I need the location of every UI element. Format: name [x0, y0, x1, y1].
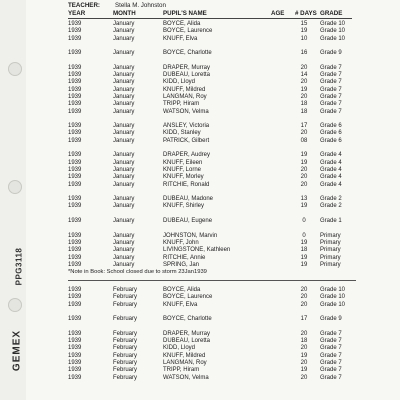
- year-cell: 1939: [68, 152, 82, 159]
- pupil-name-cell: ANSLEY, Victoria: [163, 123, 210, 130]
- table-row: [68, 247, 368, 254]
- year-cell: 1939: [68, 367, 82, 374]
- days-cell: 20: [300, 166, 308, 173]
- note-line: [68, 269, 368, 278]
- year-cell: 1939: [68, 79, 82, 86]
- grade-cell: Grade 4: [320, 152, 342, 159]
- pupil-name-cell: DUBEAU, Eugene: [163, 218, 213, 225]
- table-row: [68, 302, 368, 309]
- year-cell: 1939: [68, 316, 82, 323]
- year-cell: 1939: [68, 196, 82, 203]
- days-cell: 19: [300, 152, 308, 159]
- year-cell: 1939: [68, 232, 82, 239]
- year-cell: 1939: [68, 352, 82, 359]
- year-cell: 1939: [68, 330, 82, 337]
- month-cell: January: [113, 174, 135, 181]
- table-row: [68, 94, 368, 101]
- pupil-name-cell: KNUFF, John: [163, 239, 199, 246]
- year-cell: 1939: [68, 287, 82, 294]
- month-cell: February: [113, 330, 138, 337]
- pupil-name-cell: TRIPP, Hiram: [163, 101, 200, 108]
- grade-cell: Grade 10: [320, 35, 346, 42]
- group-gap: [68, 57, 368, 64]
- year-cell: 1939: [68, 374, 82, 381]
- days-cell: 20: [300, 345, 308, 352]
- table-row: [68, 109, 368, 116]
- month-cell: February: [113, 316, 138, 323]
- grade-cell: Primary: [320, 261, 341, 268]
- grade-cell: Grade 7: [320, 79, 342, 86]
- pupil-name-cell: BOYCE, Alida: [163, 21, 201, 27]
- year-cell: 1939: [68, 123, 82, 130]
- year-cell: 1939: [68, 301, 82, 308]
- teacher-name: Stella M. Johnston: [115, 2, 166, 9]
- header-grade: GRADE: [320, 10, 343, 17]
- days-cell: 20: [300, 360, 308, 367]
- table-row: [68, 65, 368, 72]
- table-row: [68, 360, 368, 367]
- days-cell: 19: [300, 367, 308, 374]
- pupil-name-cell: KNUFF, Morley: [163, 174, 204, 181]
- year-cell: 1939: [68, 181, 82, 188]
- month-cell: February: [113, 294, 138, 301]
- grade-cell: Grade 9: [320, 316, 342, 323]
- days-cell: 19: [300, 239, 308, 246]
- grade-cell: Grade 6: [320, 123, 342, 130]
- punch-hole: [8, 180, 22, 194]
- table-row: [68, 338, 368, 345]
- grade-cell: Grade 1: [320, 218, 342, 225]
- group-gap: [68, 225, 368, 232]
- pupil-name-cell: LIVINGSTONE, Kathleen: [163, 247, 231, 254]
- grade-cell: Grade 10: [320, 21, 346, 27]
- pupil-name-cell: KNUFF, Mildred: [163, 352, 206, 359]
- header-pupil: PUPIL'S NAME: [163, 10, 207, 17]
- pupil-name-cell: KNUFF, Mildred: [163, 86, 206, 93]
- pupil-name-cell: TRIPP, Hiram: [163, 367, 200, 374]
- table-row: [68, 203, 368, 210]
- month-cell: January: [113, 159, 135, 166]
- year-cell: 1939: [68, 86, 82, 93]
- grade-cell: Grade 7: [320, 101, 342, 108]
- year-cell: 1939: [68, 338, 82, 345]
- table-row: [68, 353, 368, 360]
- group-gap: [68, 189, 368, 196]
- table-row: [68, 316, 368, 323]
- pupil-name-cell: KIDD, Lloyd: [163, 345, 196, 352]
- table-row: [68, 36, 368, 43]
- grade-cell: Primary: [320, 247, 341, 254]
- days-cell: 20: [300, 79, 308, 86]
- month-cell: January: [113, 86, 135, 93]
- month-cell: February: [113, 345, 138, 352]
- grade-cell: Grade 4: [320, 174, 342, 181]
- header-year: YEAR: [68, 10, 86, 17]
- year-cell: 1939: [68, 101, 82, 108]
- year-cell: 1939: [68, 174, 82, 181]
- year-cell: 1939: [68, 72, 82, 79]
- month-cell: January: [113, 101, 135, 108]
- table-row: [68, 50, 368, 57]
- pupil-name-cell: DUBEAU, Loretta: [163, 72, 211, 79]
- month-cell: January: [113, 239, 135, 246]
- pupil-name-cell: DUBEAU, Madone: [163, 196, 214, 203]
- pupil-name-cell: WATSON, Velma: [163, 108, 209, 115]
- days-cell: 20: [300, 330, 308, 337]
- month-cell: January: [113, 35, 135, 42]
- pupil-name-cell: DRAPER, Murray: [163, 330, 211, 337]
- table-row: [68, 72, 368, 79]
- grade-cell: Grade 7: [320, 360, 342, 367]
- header-rule: [68, 18, 352, 19]
- days-cell: 14: [300, 72, 308, 79]
- month-cell: February: [113, 287, 138, 294]
- days-cell: 0: [302, 218, 306, 225]
- pupil-name-cell: KNUFF, Elva: [163, 35, 198, 42]
- table-row: [68, 152, 368, 159]
- grade-cell: Grade 7: [320, 108, 342, 115]
- year-cell: 1939: [68, 21, 82, 27]
- month-cell: January: [113, 79, 135, 86]
- table-row: [68, 255, 368, 262]
- product-code: PPG3118: [14, 247, 24, 286]
- grade-cell: Grade 6: [320, 137, 342, 144]
- table-row: [68, 160, 368, 167]
- month-cell: February: [113, 352, 138, 359]
- month-cell: January: [113, 196, 135, 203]
- days-cell: 08: [300, 137, 308, 144]
- year-cell: 1939: [68, 64, 82, 71]
- table-row: [68, 240, 368, 247]
- table-row: [68, 21, 368, 28]
- month-cell: February: [113, 374, 138, 381]
- days-cell: 18: [300, 101, 308, 108]
- table-row: [68, 167, 368, 174]
- year-cell: 1939: [68, 93, 82, 100]
- year-cell: 1939: [68, 239, 82, 246]
- header-age: AGE: [271, 10, 285, 17]
- month-cell: January: [113, 28, 135, 35]
- days-cell: 19: [300, 254, 308, 261]
- pupil-name-cell: KNUFF, Eileen: [163, 159, 203, 166]
- days-cell: 18: [300, 338, 308, 345]
- year-cell: 1939: [68, 137, 82, 144]
- group-gap: [68, 324, 368, 331]
- days-cell: 15: [300, 21, 308, 27]
- table-row: [68, 218, 368, 225]
- month-cell: January: [113, 64, 135, 71]
- grade-cell: Primary: [320, 239, 341, 246]
- group-gap: [68, 309, 368, 316]
- year-cell: 1939: [68, 261, 82, 268]
- grade-cell: Primary: [320, 254, 341, 261]
- month-cell: February: [113, 367, 138, 374]
- grade-cell: Grade 7: [320, 86, 342, 93]
- days-cell: 19: [300, 28, 308, 35]
- days-cell: 20: [300, 64, 308, 71]
- pupil-name-cell: DRAPER, Audrey: [163, 152, 211, 159]
- table-row: [68, 196, 368, 203]
- days-cell: 17: [300, 316, 308, 323]
- days-cell: 20: [300, 294, 308, 301]
- group-gap: [68, 43, 368, 50]
- month-cell: January: [113, 152, 135, 159]
- table-row: [68, 79, 368, 86]
- days-cell: 13: [300, 196, 308, 203]
- table-row: [68, 294, 368, 301]
- grade-cell: Grade 7: [320, 93, 342, 100]
- month-cell: January: [113, 123, 135, 130]
- table-row: [68, 331, 368, 338]
- grade-cell: Grade 10: [320, 28, 346, 35]
- grade-cell: Grade 7: [320, 330, 342, 337]
- table-row: [68, 367, 368, 374]
- header-days: # DAYS: [295, 10, 317, 17]
- grade-cell: Grade 7: [320, 367, 342, 374]
- pupil-name-cell: BOYCE, Charlotte: [163, 316, 212, 323]
- days-cell: 20: [300, 374, 308, 381]
- grade-cell: Grade 10: [320, 301, 346, 308]
- table-row: [68, 28, 368, 35]
- days-cell: 0: [302, 232, 306, 239]
- table-row: [68, 345, 368, 352]
- table-row: [68, 123, 368, 130]
- year-cell: 1939: [68, 35, 82, 42]
- table-row: [68, 182, 368, 189]
- table-row: [68, 287, 368, 294]
- table-row: [68, 375, 368, 382]
- grade-cell: Grade 4: [320, 181, 342, 188]
- month-cell: February: [113, 338, 138, 345]
- february-section: [68, 287, 368, 382]
- grade-cell: Grade 4: [320, 166, 342, 173]
- pupil-name-cell: RITCHIE, Ronald: [163, 181, 210, 188]
- days-cell: 20: [300, 93, 308, 100]
- table-row: [68, 101, 368, 108]
- year-cell: 1939: [68, 345, 82, 352]
- brand-label: GEMEX: [11, 329, 23, 372]
- pupil-name-cell: KNUFF, Elva: [163, 301, 198, 308]
- year-cell: 1939: [68, 218, 82, 225]
- days-cell: 18: [300, 108, 308, 115]
- year-cell: 1939: [68, 360, 82, 367]
- pupil-name-cell: DUBEAU, Loretta: [163, 338, 211, 345]
- grade-cell: Grade 6: [320, 130, 342, 137]
- year-cell: 1939: [68, 294, 82, 301]
- days-cell: 19: [300, 352, 308, 359]
- table-row: [68, 262, 368, 269]
- pupil-name-cell: BOYCE, Charlotte: [163, 50, 212, 57]
- grade-cell: Grade 7: [320, 338, 342, 345]
- grade-cell: Grade 7: [320, 72, 342, 79]
- year-cell: 1939: [68, 203, 82, 210]
- pupil-name-cell: BOYCE, Laurence: [163, 294, 213, 301]
- year-cell: 1939: [68, 254, 82, 261]
- pupil-name-cell: JOHNSTON, Marvin: [163, 232, 218, 239]
- month-cell: January: [113, 181, 135, 188]
- month-cell: January: [113, 93, 135, 100]
- month-cell: January: [113, 50, 135, 57]
- header-month: MONTH: [113, 10, 136, 17]
- grade-cell: Grade 10: [320, 294, 346, 301]
- month-cell: February: [113, 301, 138, 308]
- section-divider: [68, 280, 356, 281]
- days-cell: 20: [300, 301, 308, 308]
- table-row: [68, 130, 368, 137]
- days-cell: 19: [300, 86, 308, 93]
- month-cell: January: [113, 247, 135, 254]
- register-document: [68, 2, 368, 382]
- year-cell: 1939: [68, 108, 82, 115]
- pupil-name-cell: SPRING, Jan: [163, 261, 200, 268]
- pupil-name-cell: RITCHIE, Annie: [163, 254, 206, 261]
- month-cell: January: [113, 137, 135, 144]
- month-cell: January: [113, 232, 135, 239]
- group-gap: [68, 211, 368, 218]
- days-cell: 18: [300, 247, 308, 254]
- month-cell: January: [113, 72, 135, 79]
- grade-cell: Grade 7: [320, 345, 342, 352]
- pupil-name-cell: KNUFF, Shirley: [163, 203, 205, 210]
- grade-cell: Grade 9: [320, 50, 342, 57]
- grade-cell: Grade 2: [320, 196, 342, 203]
- days-cell: 10: [300, 35, 308, 42]
- month-cell: January: [113, 130, 135, 137]
- month-cell: January: [113, 218, 135, 225]
- table-row: [68, 87, 368, 94]
- pupil-name-cell: KIDD, Lloyd: [163, 79, 196, 86]
- days-cell: 20: [300, 130, 308, 137]
- month-cell: January: [113, 261, 135, 268]
- month-cell: January: [113, 108, 135, 115]
- days-cell: 17: [300, 123, 308, 130]
- month-cell: January: [113, 21, 135, 27]
- group-gap: [68, 116, 368, 123]
- grade-cell: Grade 4: [320, 159, 342, 166]
- days-cell: 19: [300, 159, 308, 166]
- grade-cell: Grade 7: [320, 64, 342, 71]
- pupil-name-cell: BOYCE, Alida: [163, 287, 201, 294]
- grade-cell: Grade 7: [320, 374, 342, 381]
- pupil-name-cell: KNUFF, Lorne: [163, 166, 202, 173]
- year-cell: 1939: [68, 50, 82, 57]
- pupil-name-cell: DRAPER, Murray: [163, 64, 211, 71]
- year-cell: 1939: [68, 130, 82, 137]
- group-gap: [68, 145, 368, 152]
- pupil-name-cell: BOYCE, Laurence: [163, 28, 213, 35]
- days-cell: 20: [300, 181, 308, 188]
- punch-hole: [8, 62, 22, 76]
- days-cell: 20: [300, 287, 308, 294]
- year-cell: 1939: [68, 166, 82, 173]
- january-section: [68, 21, 368, 269]
- days-cell: 16: [300, 50, 308, 57]
- column-headers: [68, 10, 368, 18]
- storm-note: *Note in Book: School closed due to storm 23Jan1939: [68, 269, 207, 276]
- year-cell: 1939: [68, 28, 82, 35]
- pupil-name-cell: WATSON, Velma: [163, 374, 209, 381]
- grade-cell: Grade 7: [320, 352, 342, 359]
- teacher-line: [68, 2, 368, 10]
- pupil-name-cell: LANGMAN, Roy: [163, 360, 207, 367]
- grade-cell: Grade 2: [320, 203, 342, 210]
- month-cell: January: [113, 166, 135, 173]
- table-row: [68, 138, 368, 145]
- grade-cell: Grade 10: [320, 287, 346, 294]
- year-cell: 1939: [68, 159, 82, 166]
- pupil-name-cell: KIDD, Stanley: [163, 130, 201, 137]
- month-cell: January: [113, 203, 135, 210]
- pupil-name-cell: PATRICK, Gilbert: [163, 137, 210, 144]
- days-cell: 20: [300, 174, 308, 181]
- table-row: [68, 174, 368, 181]
- days-cell: 19: [300, 203, 308, 210]
- grade-cell: Primary: [320, 232, 341, 239]
- month-cell: February: [113, 360, 138, 367]
- year-cell: 1939: [68, 247, 82, 254]
- table-row: [68, 233, 368, 240]
- pupil-name-cell: LANGMAN, Roy: [163, 93, 207, 100]
- month-cell: January: [113, 254, 135, 261]
- teacher-label: TEACHER:: [68, 2, 100, 9]
- days-cell: 19: [300, 261, 308, 268]
